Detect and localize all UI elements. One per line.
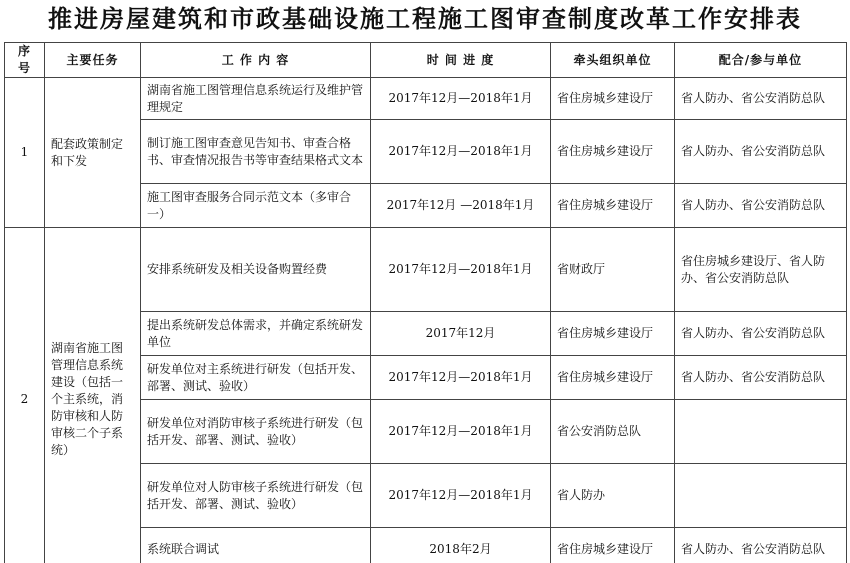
- lead-unit-cell: 省财政厅: [551, 228, 675, 312]
- schedule-cell: 2017年12月 —2018年1月: [371, 184, 551, 228]
- schedule-cell: 2018年2月: [371, 528, 551, 563]
- lead-unit-cell: 省人防办: [551, 464, 675, 528]
- header-work-content: 工 作 内 容: [141, 43, 371, 78]
- work-content-cell: 系统联合调试: [141, 528, 371, 563]
- document-title: 推进房屋建筑和市政基础设施工程施工图审查制度改革工作安排表: [48, 4, 802, 33]
- lead-unit-cell: 省住房城乡建设厅: [551, 356, 675, 400]
- lead-unit-cell: 省住房城乡建设厅: [551, 312, 675, 356]
- lead-unit-cell: 省住房城乡建设厅: [551, 78, 675, 120]
- schedule-cell: 2017年12月—2018年1月: [371, 356, 551, 400]
- work-content-cell: 提出系统研发总体需求，并确定系统研发单位: [141, 312, 371, 356]
- header-partner-unit: 配合/参与单位: [675, 43, 847, 78]
- main-task-cell: 湖南省施工图管理信息系统建设（包括一个主系统，消防审核和人防审核二个子系统）: [45, 228, 141, 563]
- schedule-cell: 2017年12月—2018年1月: [371, 464, 551, 528]
- partner-unit-cell: 省人防办、省公安消防总队: [675, 528, 847, 563]
- partner-unit-cell: [675, 400, 847, 464]
- partner-unit-cell: 省人防办、省公安消防总队: [675, 120, 847, 184]
- main-task-cell: 配套政策制定和下发: [45, 78, 141, 228]
- partner-unit-cell: [675, 464, 847, 528]
- lead-unit-cell: 省公安消防总队: [551, 400, 675, 464]
- partner-unit-cell: 省住房城乡建设厅、省人防办、省公安消防总队: [675, 228, 847, 312]
- partner-unit-cell: 省人防办、省公安消防总队: [675, 356, 847, 400]
- schedule-cell: 2017年12月: [371, 312, 551, 356]
- header-lead-unit: 牵头组织单位: [551, 43, 675, 78]
- work-content-cell: 研发单位对主系统进行研发（包括开发、部署、测试、验收）: [141, 356, 371, 400]
- table-row: [5, 228, 847, 312]
- schedule-cell: 2017年12月—2018年1月: [371, 400, 551, 464]
- table-body: [5, 78, 847, 563]
- serial-number-cell: 1: [5, 78, 45, 228]
- partner-unit-cell: 省人防办、省公安消防总队: [675, 312, 847, 356]
- table-header: [5, 43, 847, 78]
- header-schedule: 时 间 进 度: [371, 43, 551, 78]
- work-content-cell: 研发单位对人防审核子系统进行研发（包括开发、部署、测试、验收）: [141, 464, 371, 528]
- work-content-cell: 安排系统研发及相关设备购置经费: [141, 228, 371, 312]
- table-row: [5, 78, 847, 120]
- header-serial-number: 序 号: [5, 43, 45, 78]
- serial-number-cell: 2: [5, 228, 45, 563]
- work-content-cell: 湖南省施工图管理信息系统运行及维护管理规定: [141, 78, 371, 120]
- work-content-cell: 研发单位对消防审核子系统进行研发（包括开发、部署、测试、验收）: [141, 400, 371, 464]
- header-main-task: 主要任务: [45, 43, 141, 78]
- partner-unit-cell: 省人防办、省公安消防总队: [675, 78, 847, 120]
- partner-unit-cell: 省人防办、省公安消防总队: [675, 184, 847, 228]
- lead-unit-cell: 省住房城乡建设厅: [551, 528, 675, 563]
- header-row: [5, 43, 847, 78]
- work-schedule-table: [4, 42, 847, 563]
- schedule-cell: 2017年12月—2018年1月: [371, 78, 551, 120]
- work-content-cell: 施工图审查服务合同示范文本（多审合一）: [141, 184, 371, 228]
- schedule-cell: 2017年12月—2018年1月: [371, 120, 551, 184]
- work-content-cell: 制订施工图审查意见告知书、审查合格书、审查情况报告书等审查结果格式文本: [141, 120, 371, 184]
- schedule-cell: 2017年12月—2018年1月: [371, 228, 551, 312]
- lead-unit-cell: 省住房城乡建设厅: [551, 120, 675, 184]
- lead-unit-cell: 省住房城乡建设厅: [551, 184, 675, 228]
